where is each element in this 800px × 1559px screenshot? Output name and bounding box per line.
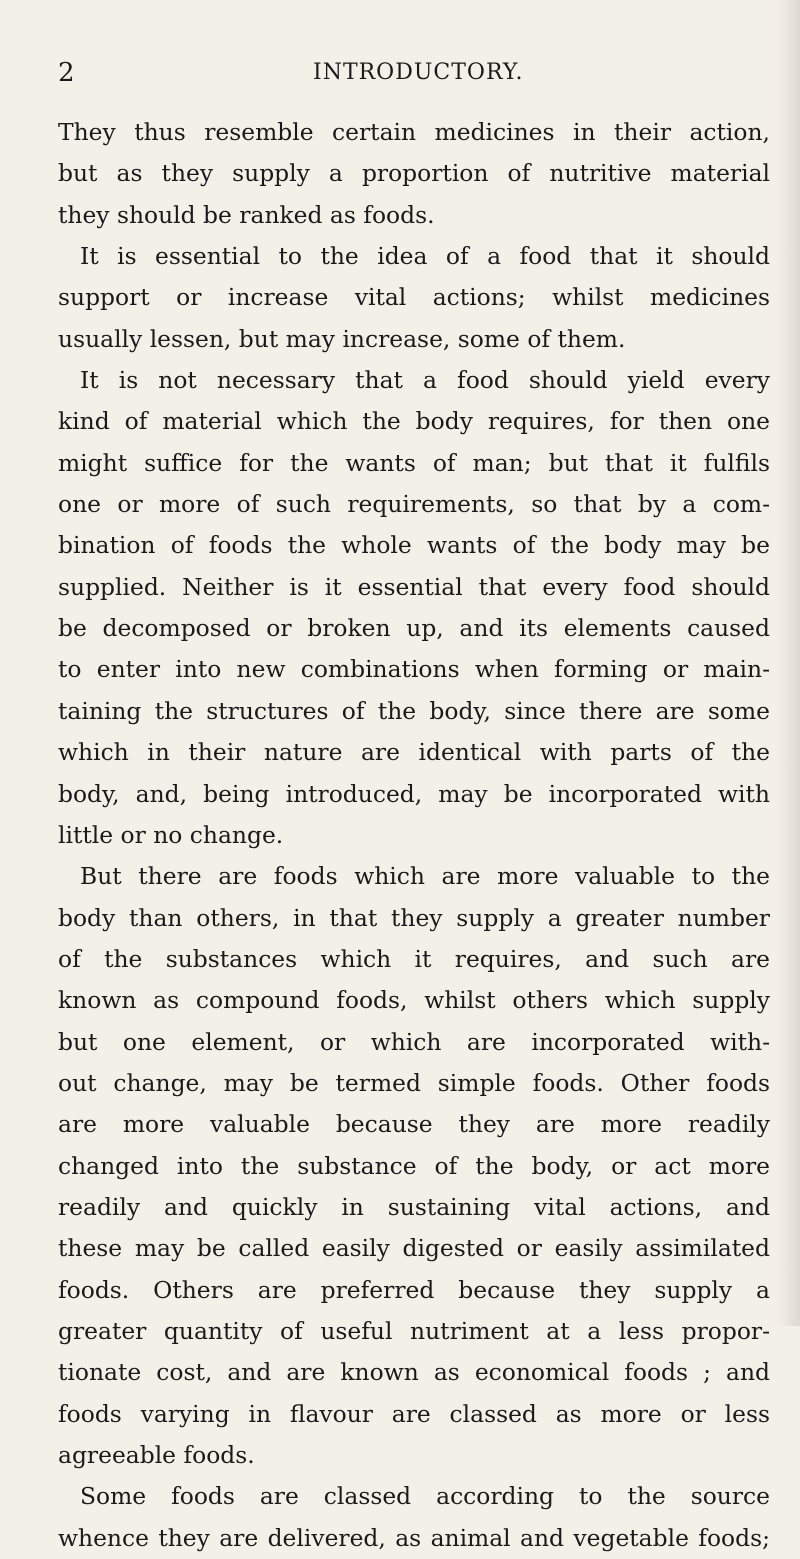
text-line: greater quantity of useful nutriment at a less propor- [58, 1316, 770, 1345]
text-line: of the substances which it requires, and such are [58, 944, 770, 973]
text-line: agreeable foods. [58, 1441, 255, 1469]
text-line: support or increase vital actions; whilst medicines [58, 283, 770, 312]
text-line: supplied. Neither is it essential that every food should [58, 572, 770, 601]
text-line: changed into the substance of the body, or act more [58, 1151, 770, 1180]
text-line: foods. Others are preferred because they supply a [58, 1275, 770, 1304]
text-line: They thus resemble certain medicines in their action, [58, 118, 770, 146]
text-line: which in their nature are identical with parts of the [58, 738, 770, 767]
running-head: INTRODUCTORY. [313, 60, 524, 85]
paragraph-first-line: It is not necessary that a food should yield every [80, 366, 770, 395]
text-line: body, and, being introduced, may be incorporated with [58, 779, 770, 808]
text-line: these may be called easily digested or easily assimilated [58, 1234, 770, 1263]
text-line: readily and quickly in sustaining vital actions, and [58, 1192, 770, 1221]
text-line: but as they supply a proportion of nutritive material [58, 159, 770, 188]
text-line: tionate cost, and are known as economical foods ; and [58, 1358, 770, 1387]
paragraph-first-line: Some foods are classed according to the source [80, 1482, 770, 1511]
text-line: might suffice for the wants of man; but that it fulfils [58, 448, 770, 477]
text-line: to enter into new combinations when forming or main- [58, 655, 770, 684]
text-line: out change, may be termed simple foods. Other foods [58, 1068, 770, 1097]
text-line: be decomposed or broken up, and its elements caused [58, 614, 770, 643]
text-line: whence they are delivered, as animal and vegetable foods; [58, 1523, 770, 1552]
text-line: one or more of such requirements, so that by a com- [58, 490, 770, 519]
text-line: kind of material which the body requires, for then one [58, 407, 770, 436]
text-line: little or no change. [58, 820, 284, 849]
page-header [58, 58, 758, 94]
page-edge-shadow [778, 0, 800, 1326]
text-line: but one element, or which are incorporated with- [58, 1027, 770, 1056]
text-line: they should be ranked as foods. [58, 200, 435, 229]
text-line: bination of foods the whole wants of the body may be [58, 531, 770, 560]
page-number: 2 [58, 58, 76, 88]
text-line: are more valuable because they are more readily [58, 1110, 770, 1139]
body-text [58, 112, 770, 1559]
text-line: usually lessen, but may increase, some of them. [58, 324, 626, 353]
paragraph-first-line: It is essential to the idea of a food that it should [80, 242, 770, 271]
text-line: foods varying in flavour are classed as more or less [58, 1399, 770, 1428]
paragraph-first-line: But there are foods which are more valuable to the [80, 862, 770, 891]
text-line: body than others, in that they supply a greater number [58, 903, 770, 932]
text-line: known as compound foods, whilst others which supply [58, 986, 770, 1015]
text-line: taining the structures of the body, since there are some [58, 696, 770, 725]
